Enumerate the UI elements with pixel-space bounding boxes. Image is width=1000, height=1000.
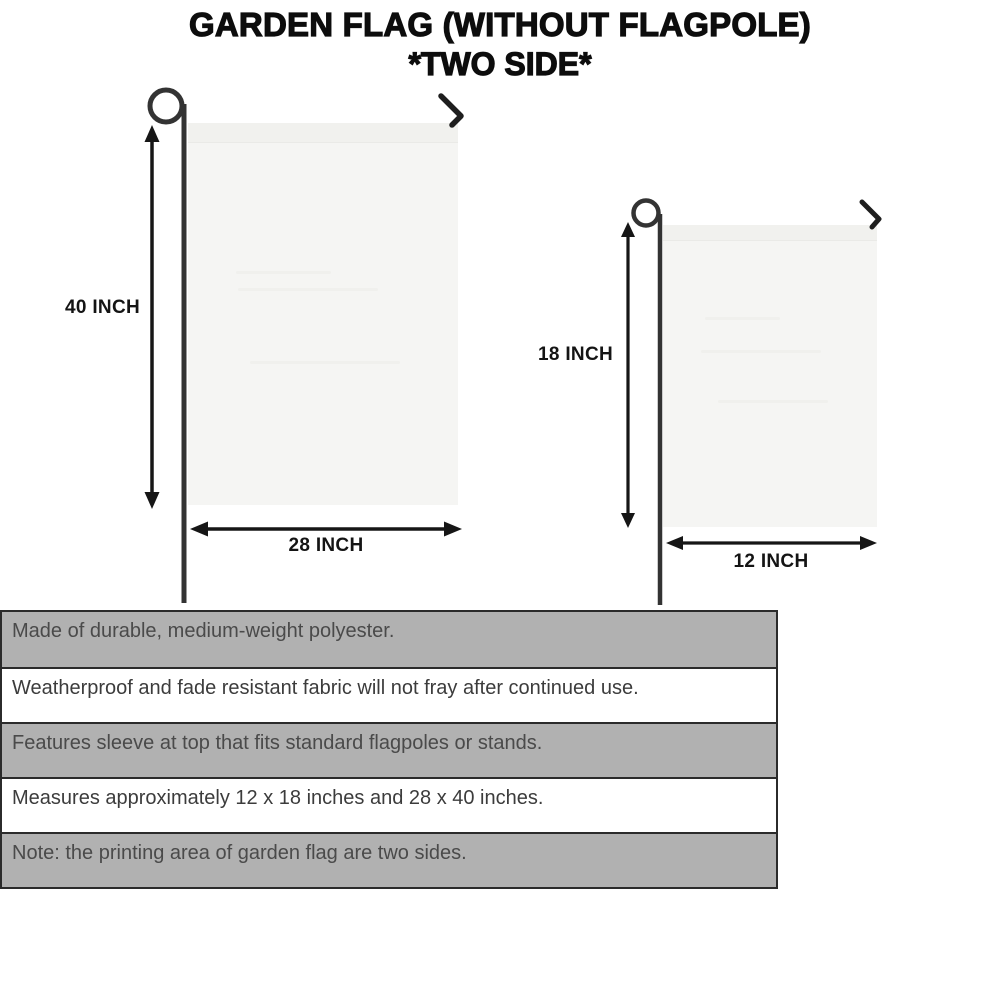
small-flag-sleeve — [663, 225, 877, 241]
height-arrow-18 — [621, 222, 635, 528]
feature-table — [0, 610, 778, 889]
feature-row: Note: the printing area of garden flag are two sides. — [2, 832, 776, 887]
feature-row: Weatherproof and fade resistant fabric will not fray after continued use. — [2, 667, 776, 722]
small-flag — [663, 225, 877, 527]
fabric-wrinkle — [705, 317, 780, 320]
height-arrow-40 — [145, 125, 160, 509]
small-flagpole-loop — [634, 201, 659, 226]
title-line-1: GARDEN FLAG (WITHOUT FLAGPOLE) — [189, 6, 811, 43]
large-flag-corner-hook — [441, 96, 461, 125]
small-flag-width-label: 12 INCH — [733, 551, 809, 572]
fabric-wrinkle — [718, 400, 828, 403]
width-arrow-12 — [666, 536, 877, 550]
fabric-wrinkle — [701, 350, 821, 353]
large-flag-width-label: 28 INCH — [288, 535, 364, 556]
feature-row: Features sleeve at top that fits standard flagpoles or stands. — [2, 722, 776, 777]
small-flag-corner-hook — [862, 202, 879, 227]
fabric-wrinkle — [250, 361, 400, 364]
fabric-wrinkle — [236, 271, 331, 274]
feature-row: Made of durable, medium-weight polyester. — [2, 612, 776, 667]
large-flagpole-loop — [150, 90, 182, 122]
large-flag — [188, 123, 458, 505]
page-title — [0, 6, 1000, 83]
title-line-2: *TWO SIDE* — [408, 46, 592, 82]
fabric-wrinkle — [238, 288, 378, 291]
feature-row: Measures approximately 12 x 18 inches and 28 x 40 inches. — [2, 777, 776, 832]
large-flag-height-label: 40 INCH — [65, 297, 140, 318]
large-flag-sleeve — [188, 123, 458, 143]
small-flag-height-label: 18 INCH — [538, 344, 613, 365]
